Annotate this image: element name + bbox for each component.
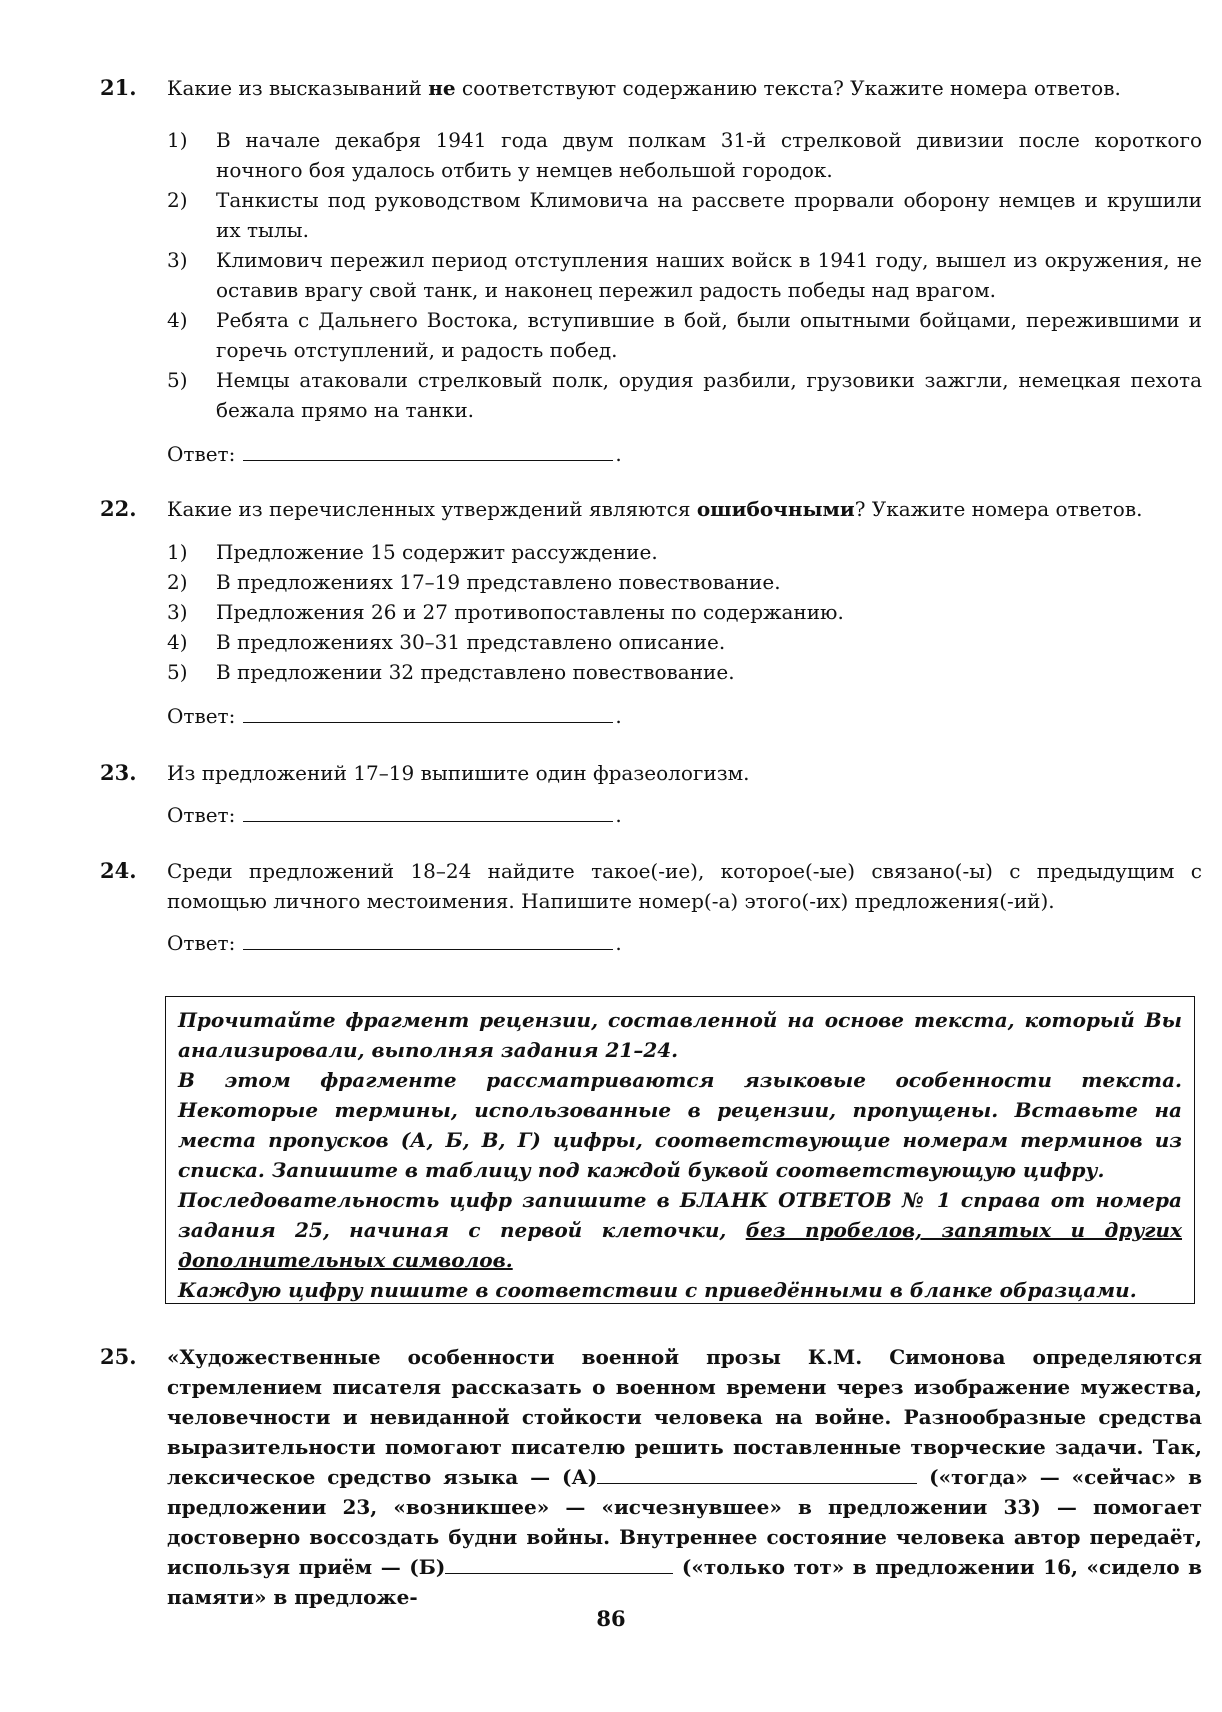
answer-label: Ответ: (167, 442, 236, 466)
task-number: 21. (100, 75, 137, 100)
answer-field[interactable] (243, 440, 613, 461)
option-item (167, 657, 1202, 687)
option-item (167, 125, 1202, 185)
option-number: 4) (167, 308, 188, 332)
option-text: В предложениях 17–19 представлено повествование. (216, 570, 781, 594)
option-number: 5) (167, 368, 188, 392)
answer-row: Ответ: . (167, 931, 622, 955)
instruction-paragraph (178, 1185, 1182, 1275)
review-text: («тогда» — «сейчас» в предложении 23, «возникшее» — «исчезнувшее» в предложении 33) — помогает достоверно воссоздать будни войны. Внутреннее состояние человека автор передаёт, используя приём — (Б) (167, 1465, 1202, 1579)
answer-label: Ответ: (167, 803, 236, 827)
task-number: 24. (100, 858, 137, 883)
option-number: 1) (167, 128, 188, 152)
answer-label: Ответ: (167, 931, 236, 955)
instruction-paragraph: Прочитайте фрагмент рецензии, составленной на основе текста, который Вы анализировали, выполняя задания 21–24. (178, 1008, 1182, 1062)
task-number: 23. (100, 760, 137, 785)
question-text: Какие из перечисленных утверждений являются (167, 497, 697, 521)
answer-row: Ответ: . (167, 704, 622, 728)
option-text: Предложения 26 и 27 противопоставлены по содержанию. (216, 600, 844, 624)
instruction-paragraph: Каждую цифру пишите в соответствии с приведёнными в бланке образцами. (178, 1278, 1137, 1302)
answer-field[interactable] (243, 929, 613, 950)
option-number: 1) (167, 540, 188, 564)
instruction-box (165, 996, 1195, 1304)
answer-row: Ответ: . (167, 442, 622, 466)
options-list (167, 125, 1202, 425)
review-text: («только тот» в предложении 16, «сидело в памяти» в предложе- (167, 1555, 1203, 1609)
task-25-text (167, 1342, 1202, 1612)
instruction-paragraph: В этом фрагменте рассматриваются языковые особенности текста. Некоторые термины, использованные в рецензии, пропущены. Вставьте на места пропусков (А, Б, В, Г) цифры, соответствующие номерам терминов из списка. Запишите в таблицу под каждой буквой соответствующую цифру. (178, 1068, 1182, 1182)
answer-label: Ответ: (167, 704, 236, 728)
option-text: Ребята с Дальнего Востока, вступившие в бой, были опытными бойцами, пережившими и горечь отступлений, и радость побед. (216, 308, 1202, 362)
answer-field[interactable] (243, 801, 613, 822)
option-item (167, 567, 1202, 597)
option-text: Предложение 15 содержит рассуждение. (216, 540, 658, 564)
blank-b-field[interactable] (445, 1553, 673, 1574)
option-item (167, 245, 1202, 305)
question-emphasis: ошибочными (696, 497, 855, 521)
task-number: 22. (100, 496, 137, 521)
option-text: В начале декабря 1941 года двум полкам 31-й стрелковой дивизии после короткого ночного боя удалось отбить у немцев небольшой городок. (216, 128, 1202, 182)
option-number: 2) (167, 188, 188, 212)
page-number: 86 (596, 1606, 626, 1631)
option-text: Танкисты под руководством Климовича на рассвете прорвали оборону немцев и крушили их тылы. (216, 188, 1202, 242)
review-text: «Художественные особенности военной прозы К.М. Симонова определяются стремлением писателя рассказать о военном времени через изображение мужества, человечности и невиданной стойкости человека на войне. Разнообразные средства выразительности помогают писателю решить поставленные творческие задачи. Так, лексическое средство языка — (А) (167, 1345, 1202, 1489)
instruction-underlined: без пробелов, запятых и других дополнительных символов. (178, 1218, 1183, 1272)
option-item (167, 185, 1202, 245)
blank-a-field[interactable] (597, 1463, 917, 1484)
answer-row: Ответ: . (167, 803, 622, 827)
question-emphasis: не (428, 76, 456, 100)
option-text: Климович пережил период отступления наших войск в 1941 году, вышел из окружения, не оставив врагу свой танк, и наконец пережил радость победы над врагом. (216, 248, 1202, 302)
option-item (167, 305, 1202, 365)
task-question (167, 73, 1202, 103)
question-text: соответствуют содержанию текста? Укажите номера ответов. (455, 76, 1121, 100)
option-item (167, 365, 1202, 425)
option-text: В предложении 32 представлено повествование. (216, 660, 735, 684)
option-item (167, 627, 1202, 657)
option-number: 4) (167, 630, 188, 654)
option-item (167, 537, 1202, 567)
task-question (167, 494, 1202, 524)
answer-field[interactable] (243, 702, 613, 723)
task-number-25: 25. (100, 1344, 137, 1369)
option-number: 3) (167, 248, 188, 272)
option-number: 3) (167, 600, 188, 624)
options-list (167, 537, 1202, 687)
instruction-text: Последовательность цифр запишите в БЛАНК ОТВЕТОВ № 1 справа от номера задания 25, начиная с первой клеточки, (178, 1188, 1182, 1242)
task-question: Из предложений 17–19 выпишите один фразеологизм. (167, 761, 750, 785)
option-number: 5) (167, 660, 188, 684)
task-question: Среди предложений 18–24 найдите такое(-ие), которое(-ые) связано(-ы) с предыдущим с помощью личного местоимения. Напишите номер(-а) этого(-их) предложения(-ий). (167, 859, 1202, 913)
option-text: В предложениях 30–31 представлено описание. (216, 630, 726, 654)
question-text: Какие из высказываний (167, 76, 429, 100)
option-item (167, 597, 1202, 627)
option-number: 2) (167, 570, 188, 594)
question-text: ? Укажите номера ответов. (854, 497, 1143, 521)
option-text: Немцы атаковали стрелковый полк, орудия разбили, грузовики зажгли, немецкая пехота бежала прямо на танки. (216, 368, 1202, 422)
